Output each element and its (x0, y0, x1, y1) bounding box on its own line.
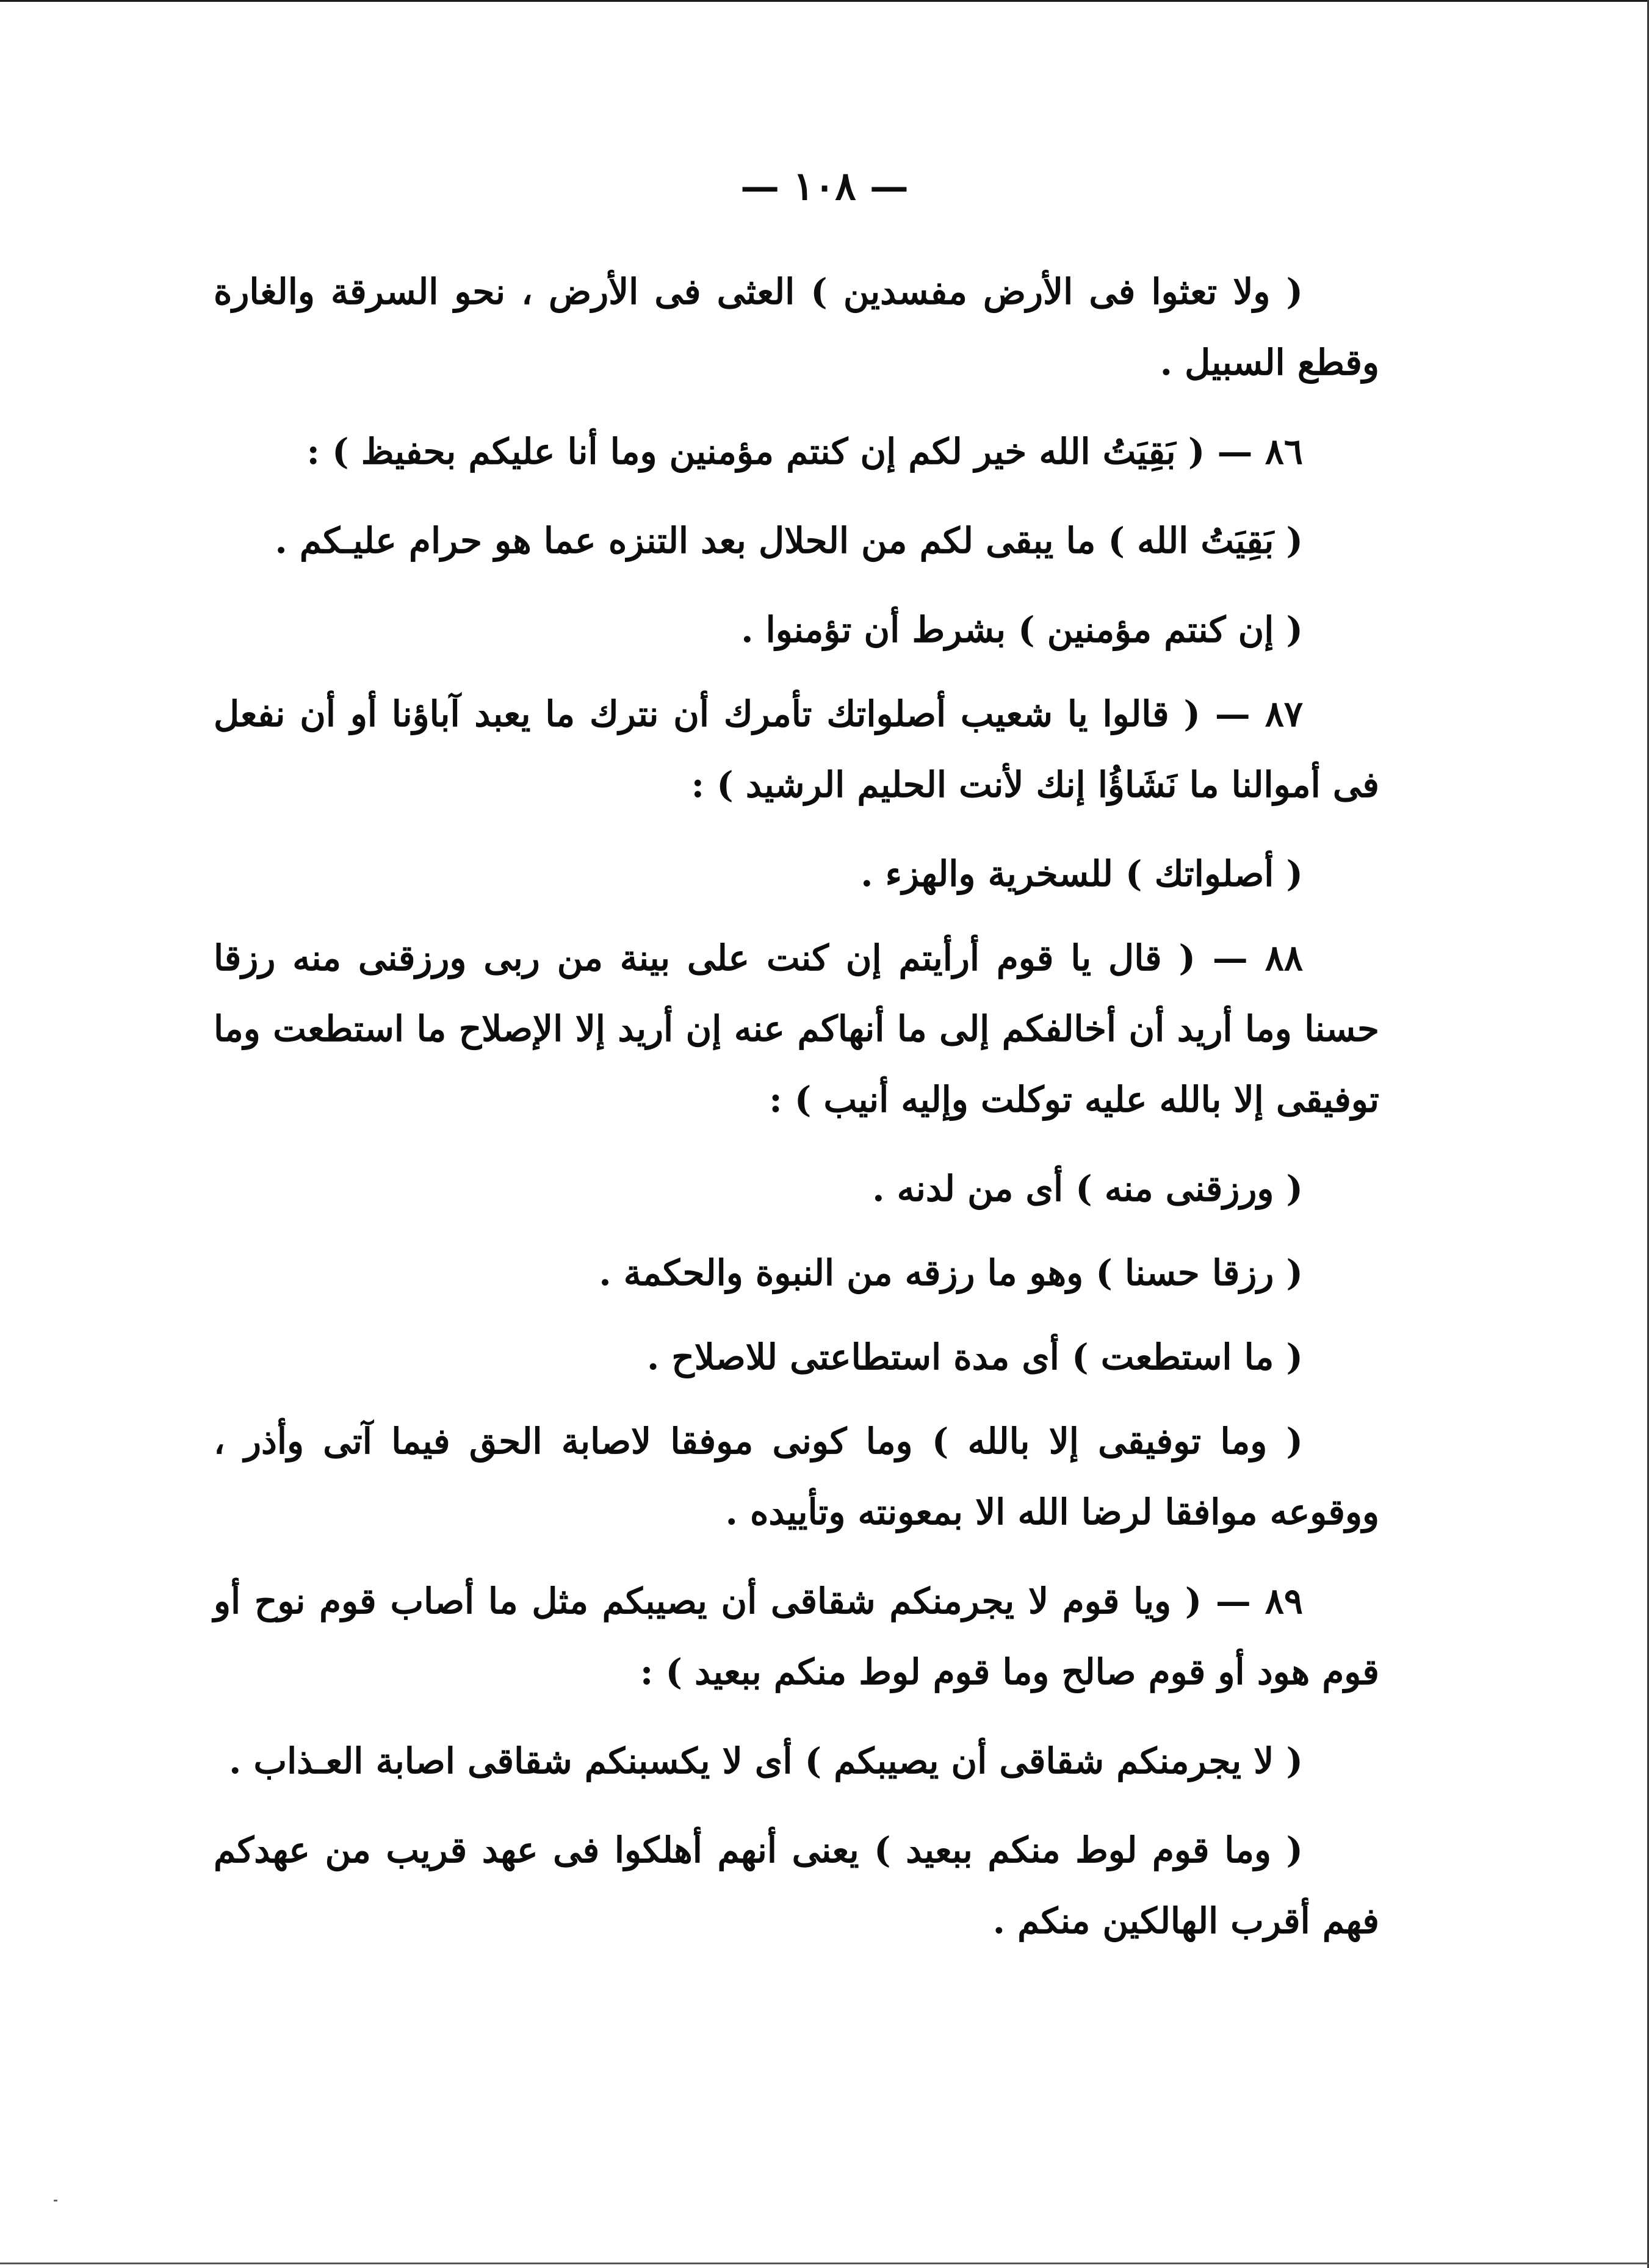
paragraph: ( بَقِيَتُ الله ) ما يبقى لكم من الحلال بعد التنزه عما هو حرام عليـكم . (275, 520, 1303, 561)
verse-paragraph: ٨٨ — ( قال يا قوم أرأيتم إن كنت على بينة من ربى ورزقنى منه رزقا حسنا وما أريد أن أخالفكم إلى ما أنهاكم عنه إن أريد إلا الإصلاح ما استطعت وما توفيقى إلا بالله عليه توكلت وإليه أنيب ) : (214, 937, 1379, 1120)
verse-paragraph: ٨٧ — ( قالوا يا شعيب أصلواتك تأمرك أن نترك ما يعبد آباؤنا أو أن نفعل فى أموالنا ما نَشَاؤُا إنك لأنت الحليم الرشيد ) : (214, 693, 1379, 805)
paragraph: ( رزقا حسنا ) وهو ما رزقه من النبوة والحكمة . (599, 1252, 1303, 1294)
verse-paragraph: ٨٦ — ( بَقِيَتُ الله خير لكم إن كنتم مؤمنين وما أنا عليكم بحفيظ ) : (306, 431, 1303, 472)
verse-paragraph: ٨٩ — ( ويا قوم لا يجرمنكم شقاقى أن يصيبكم مثل ما أصاب قوم نوح أو قوم هود أو قوم صالح وما قوم لوط منكم ببعيد ) : (214, 1580, 1379, 1693)
paragraph: ( أصلواتك ) للسخرية والهزء . (861, 853, 1303, 895)
page-body (214, 256, 1379, 1975)
paragraph: ( إن كنتم مؤمنين ) بشرط أن تؤمنوا . (741, 609, 1303, 650)
page-border-bottom (0, 2263, 1649, 2264)
paragraph: ( ورزقنى منه ) أى من لدنه . (872, 1168, 1303, 1209)
paragraph: ( وما توفيقى إلا بالله ) وما كونى موفقا لاصابة الحق فيما آتى وأذر ، ووقوعه موافقا لرضا الله الا بمعونته وتأييده . (214, 1420, 1379, 1533)
paragraph: ( وما قوم لوط منكم ببعيد ) يعنى أنهم أهلكوا فى عهد قريب من عهدكم فهم أقرب الهالكين منكم . (214, 1829, 1379, 1942)
paragraph: ( ما استطعت ) أى مدة استطاعتى للاصلاح . (647, 1336, 1303, 1378)
scan-speck (54, 2200, 57, 2201)
page-border-top (0, 0, 1649, 2)
page-number: — ١٠٨ — (740, 164, 909, 209)
paragraph: ( لا يجرمنكم شقاقى أن يصيبكم ) أى لا يكسبنكم شقاقى اصابة العـذاب . (229, 1740, 1303, 1782)
paragraph: ( ولا تعثوا فى الأرض مفسدين ) العثى فى الأرض ، نحو السرقة والغارة وقطع السبيل . (214, 271, 1379, 383)
